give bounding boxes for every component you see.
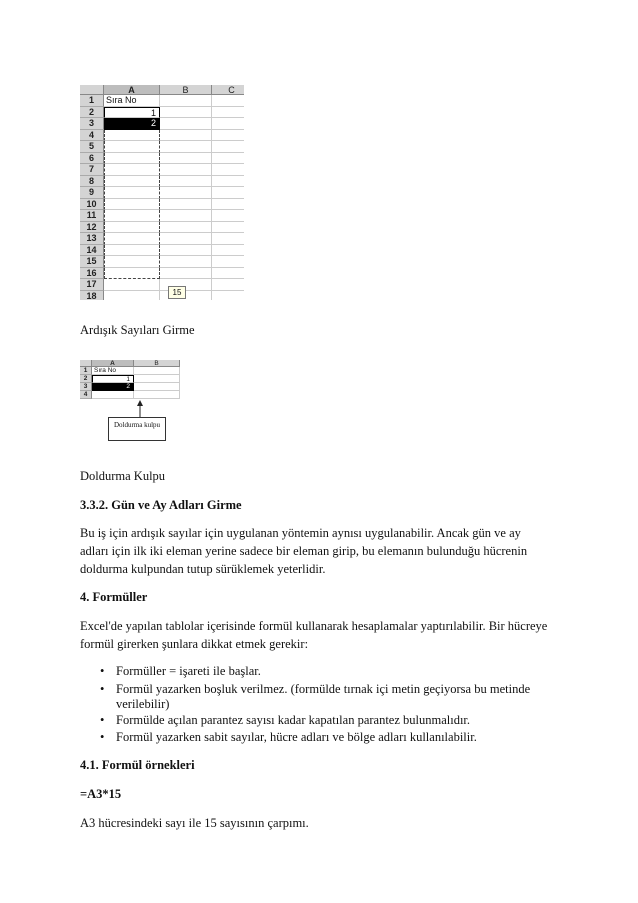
spreadsheet-figure-sequential (80, 85, 244, 300)
row-header-16: 16 (80, 268, 104, 280)
cell-b6 (160, 153, 212, 165)
column-header-b: B (160, 85, 212, 95)
row-header-2: 2 (80, 107, 104, 119)
row-header-14: 14 (80, 245, 104, 257)
cell-a6 (104, 153, 160, 165)
cell-c2 (212, 107, 244, 119)
cell-b2 (134, 375, 180, 383)
cell-c15 (212, 256, 244, 268)
cell-b14 (160, 245, 212, 257)
row-header-5: 5 (80, 141, 104, 153)
column-header-a: A (104, 85, 160, 95)
bullet-item: • Formüller = işareti ile başlar. (100, 664, 261, 678)
bullet-dot-icon: • (100, 664, 105, 678)
column-header-b: B (134, 360, 180, 367)
cell-a5 (104, 141, 160, 153)
formula-example: =A3*15 (80, 787, 122, 801)
section-3-3-2-line-3: doldurma kulpundan tutup sürüklemek yeterlidir. (80, 562, 326, 576)
cell-b3 (134, 383, 180, 391)
figure2-caption: Doldurma Kulpu (80, 469, 166, 483)
section-3-3-2-line-2: adları için ilk iki eleman yerine sadece bir eleman girip, bu elemanın bulunduğu hücrenin (80, 544, 528, 558)
row-header-12: 12 (80, 222, 104, 234)
cell-c3 (212, 118, 244, 130)
column-header-c: C (212, 85, 244, 95)
cell-c6 (212, 153, 244, 165)
cell-a10 (104, 199, 160, 211)
cell-a8 (104, 176, 160, 188)
bullet-item: • Formül yazarken boşluk verilmez. (formülde tırnak içi metin geçiyorsa bu metinde (100, 682, 531, 696)
cell-a15 (104, 256, 160, 268)
cell-a3: 2 (92, 383, 134, 391)
bullet-item-continuation: verilebilir) (116, 697, 170, 711)
autofill-tooltip: 15 (168, 286, 186, 299)
cell-a3: 2 (104, 118, 160, 130)
cell-b1 (160, 95, 212, 107)
row-header-4: 4 (80, 130, 104, 142)
cell-b1 (134, 367, 180, 375)
cell-a12 (104, 222, 160, 234)
row-header-6: 6 (80, 153, 104, 165)
row-header-15: 15 (80, 256, 104, 268)
bullet-dot-icon: • (100, 730, 105, 744)
cell-b12 (160, 222, 212, 234)
cell-a11 (104, 210, 160, 222)
cell-c5 (212, 141, 244, 153)
cell-a7 (104, 164, 160, 176)
cell-c12 (212, 222, 244, 234)
cell-c10 (212, 199, 244, 211)
bullet-dot-icon: • (100, 682, 105, 696)
corner-cell (80, 360, 92, 367)
formula-description: A3 hücresindeki sayı ile 15 sayısının çarpımı. (80, 816, 309, 830)
row-header-3: 3 (80, 118, 104, 130)
cell-c18 (212, 291, 244, 301)
cell-b4 (134, 391, 180, 399)
row-header-8: 8 (80, 176, 104, 188)
cell-a4 (104, 130, 160, 142)
cell-b5 (160, 141, 212, 153)
cell-b3 (160, 118, 212, 130)
row-header-11: 11 (80, 210, 104, 222)
figure1-caption: Ardışık Sayıları Girme (80, 323, 195, 337)
cell-a16 (104, 268, 160, 280)
cell-c9 (212, 187, 244, 199)
row-header-13: 13 (80, 233, 104, 245)
cell-b4 (160, 130, 212, 142)
bullet-item: • Formül yazarken sabit sayılar, hücre adları ve bölge adları kullanılabilir. (100, 730, 477, 744)
cell-b13 (160, 233, 212, 245)
row-header-7: 7 (80, 164, 104, 176)
cell-b16 (160, 268, 212, 280)
bullet-dot-icon: • (100, 713, 105, 727)
section-4-line-2: formül girerken şunlara dikkat etmek gerekir: (80, 637, 309, 651)
row-header-3: 3 (80, 383, 92, 391)
cell-a17 (104, 279, 160, 291)
row-header-18: 18 (80, 291, 104, 301)
cell-b15 (160, 256, 212, 268)
bullet-item: • Formülde açılan parantez sayısı kadar kapatılan parantez bulunmalıdır. (100, 713, 471, 727)
cell-b8 (160, 176, 212, 188)
cell-b2 (160, 107, 212, 119)
row-header-1: 1 (80, 95, 104, 107)
cell-c1 (212, 95, 244, 107)
cell-a13 (104, 233, 160, 245)
cell-a1: Sıra No (92, 367, 134, 375)
cell-b10 (160, 199, 212, 211)
section-heading-4-1: 4.1. Formül örnekleri (80, 758, 195, 772)
cell-c17 (212, 279, 244, 291)
cell-a9 (104, 187, 160, 199)
column-header-a: A (92, 360, 134, 367)
section-heading-4: 4. Formüller (80, 590, 148, 604)
cell-a2: 1 (104, 107, 160, 119)
section-3-3-2-line-1: Bu iş için ardışık sayılar için uygulanan yöntemin aynısı uygulanabilir. Ancak gün ve ay (80, 526, 521, 540)
cell-a18 (104, 291, 160, 301)
cell-c8 (212, 176, 244, 188)
cell-c16 (212, 268, 244, 280)
cell-a14 (104, 245, 160, 257)
row-header-17: 17 (80, 279, 104, 291)
section-heading-3-3-2: 3.3.2. Gün ve Ay Adları Girme (80, 498, 242, 512)
cell-a1: Sıra No (104, 95, 160, 107)
fill-handle-callout-box (108, 417, 166, 441)
section-4-line-1: Excel'de yapılan tablolar içerisinde formül kullanarak hesaplamalar yaptırılabilir. Bir hücreye (80, 619, 548, 633)
cell-a4 (92, 391, 134, 399)
cell-a2: 1 (92, 375, 134, 383)
cell-c11 (212, 210, 244, 222)
row-header-9: 9 (80, 187, 104, 199)
cell-b7 (160, 164, 212, 176)
cell-b9 (160, 187, 212, 199)
fill-handle-callout-label: Doldurma kulpu (113, 421, 161, 429)
corner-cell (80, 85, 104, 95)
cell-c4 (212, 130, 244, 142)
row-header-4: 4 (80, 391, 92, 399)
row-header-2: 2 (80, 375, 92, 383)
row-header-1: 1 (80, 367, 92, 375)
row-header-10: 10 (80, 199, 104, 211)
cell-c7 (212, 164, 244, 176)
cell-b11 (160, 210, 212, 222)
cell-c14 (212, 245, 244, 257)
cell-c13 (212, 233, 244, 245)
